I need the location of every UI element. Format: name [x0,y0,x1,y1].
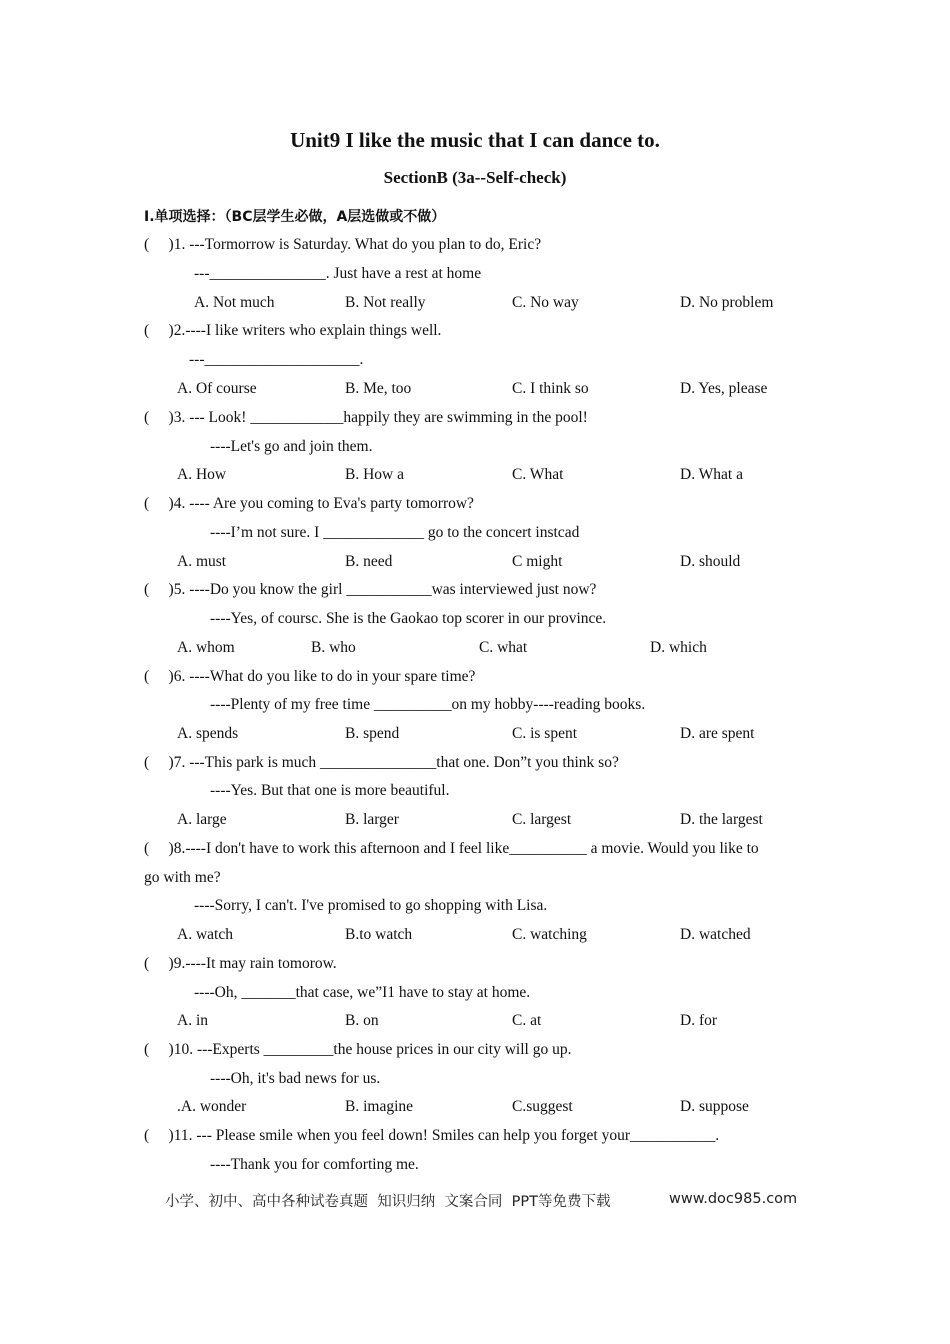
option-7a: A. large [177,811,227,828]
answer-line-11: ----Thank you for comforting me. [210,1156,419,1173]
option-8c: C. watching [512,926,587,943]
option-7c: C. largest [512,811,572,828]
option-8d: D. watched [680,926,751,943]
option-2c: C. I think so [512,380,589,397]
option-6c: C. is spent [512,725,578,742]
question-8: ( )8.----I don't have to work this afternoon and I feel like__________ a movie. Would you like to [144,840,759,857]
option-10c: C.suggest [512,1098,573,1115]
section-heading: I.单项选择：（BC层学生必做，A层选做或不做） [144,209,446,225]
question-10: ( )10. ---Experts _________the house prices in our city will go up. [144,1041,572,1058]
option-4c: C might [512,553,563,570]
question-11: ( )11. --- Please smile when you feel down! Smiles can help you forget your___________. [144,1127,720,1144]
option-6b: B. spend [345,725,400,742]
option-3c: C. What [512,466,564,483]
answer-line-4: ----I’m not sure. I _____________ go to the concert instcad [210,524,580,541]
question-3: ( )3. --- Look! ____________happily they are swimming in the pool! [144,409,588,426]
option-10b: B. imagine [345,1098,414,1115]
option-10d: D. suppose [680,1098,749,1115]
option-2b: B. Me, too [345,380,412,397]
option-5b: B. who [311,639,356,656]
option-2d: D. Yes, please [680,380,768,397]
question-7: ( )7. ---This park is much _______________that one. Don”t you think so? [144,754,619,771]
option-4a: A. must [177,553,227,570]
answer-line-9: ----Oh, _______that case, we”I1 have to stay at home. [194,984,531,1001]
option-3b: B. How a [345,466,404,483]
question-8-continued: go with me? [144,869,221,886]
option-9a: A. in [177,1012,208,1029]
question-9: ( )9.----It may rain tomorow. [144,955,337,972]
answer-line-1: ---_______________. Just have a rest at home [194,265,482,282]
option-3d: D. What a [680,466,743,483]
option-8b: B.to watch [345,926,413,943]
option-1c: C. No way [512,294,579,311]
option-4d: D. should [680,553,741,570]
option-7d: D. the largest [680,811,763,828]
answer-line-2: ---____________________. [189,351,364,368]
footer-url: www.doc985.com [669,1191,798,1207]
question-4: ( )4. ---- Are you coming to Eva's party tomorrow? [144,495,474,512]
option-5c: C. what [479,639,528,656]
option-5d: D. which [650,639,707,656]
option-1a: A. Not much [194,294,275,311]
question-1: ( )1. ---Tormorrow is Saturday. What do you plan to do, Eric? [144,236,542,253]
option-1d: D. No problem [680,294,774,311]
option-6d: D. are spent [680,725,755,742]
answer-line-3: ----Let's go and join them. [210,438,373,455]
question-6: ( )6. ----What do you like to do in your spare time? [144,668,476,685]
option-2a: A. Of course [177,380,257,397]
option-3a: A. How [177,466,227,483]
page-title: Unit9 I like the music that I can dance to. [290,128,660,152]
question-2: ( )2.----I like writers who explain things well. [144,322,442,339]
answer-line-8: ----Sorry, I can't. I've promised to go shopping with Lisa. [194,897,548,914]
answer-line-5: ----Yes, of coursc. She is the Gaokao top scorer in our province. [210,610,607,627]
option-10a: .A. wonder [177,1098,247,1115]
option-1b: B. Not really [345,294,426,311]
option-9d: D. for [680,1012,718,1029]
answer-line-7: ----Yes. But that one is more beautiful. [210,782,450,799]
option-4b: B. need [345,553,393,570]
answer-line-6: ----Plenty of my free time __________on my hobby----reading books. [210,696,646,713]
option-8a: A. watch [177,926,233,943]
footer-text: 小学、初中、高中各种试卷真题 知识归纳 文案合同 PPT等免费下载 [165,1194,611,1210]
option-9b: B. on [345,1012,379,1029]
option-7b: B. larger [345,811,399,828]
option-5a: A. whom [177,639,235,656]
option-9c: C. at [512,1012,542,1029]
option-6a: A. spends [177,725,239,742]
page-subtitle: SectionB (3a--Self-check) [383,168,567,187]
answer-line-10: ----Oh, it's bad news for us. [210,1070,381,1087]
question-5: ( )5. ----Do you know the girl ___________was interviewed just now? [144,581,597,598]
